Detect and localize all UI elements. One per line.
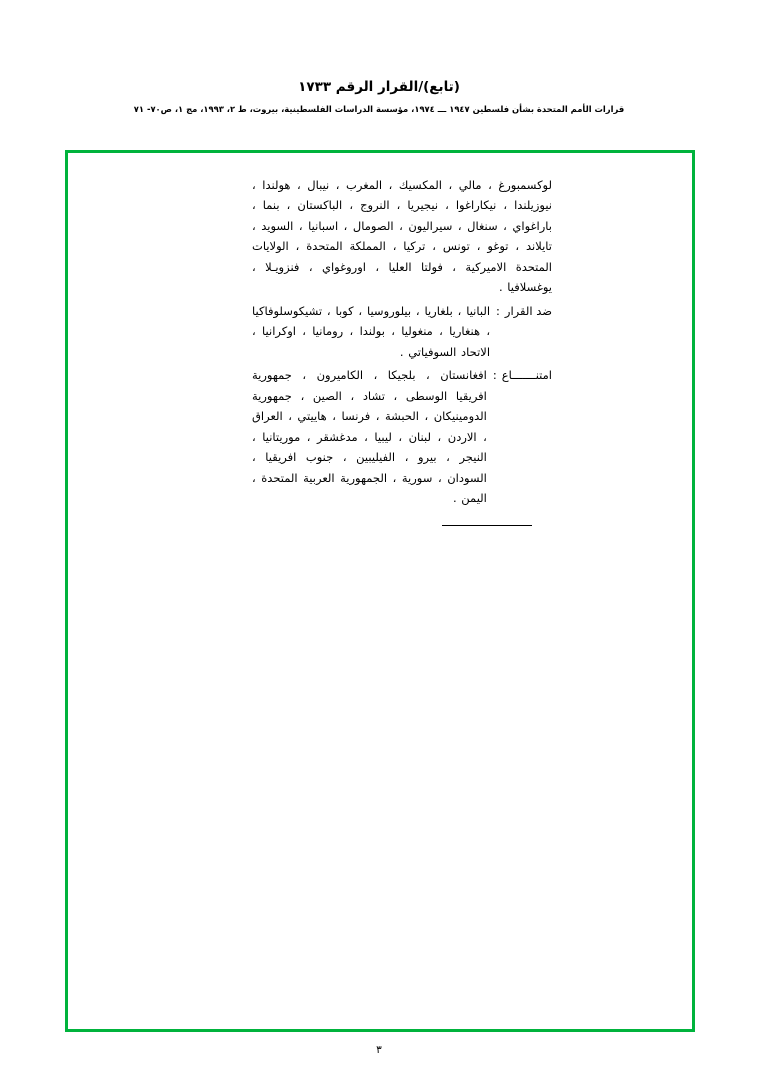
abstained-colon: : [492,368,497,383]
continued-country-list: لوكسمبورغ ، مالي ، المكسيك ، المغرب ، نيبال ، هولندا ، نيوزيلندا ، نيكاراغوا ، نيجيريا ، النروج ، الباكستان ، بنما ، باراغواي ، سنغال ، سيراليون ، الصومال ، اسبانيا ، السويد ، تايلاند ، توغو ، تونس ، تركيا ، المملكة المتحدة ، الولايات المتحدة الاميركية ، فولتا العليا ، اوروغواي ، فنزويـلا ، يوغسلافيا . [252,178,552,295]
document-header [0,78,758,114]
page-title: (تابع)/القرار الرقم ١٧٣٣ [298,79,460,95]
source-citation: قرارات الأمم المتحدة بشأن فلسطين ١٩٤٧ ـــ ١٩٧٤، مؤسسة الدراسات الفلسطينية، بيروت، ط ٢، ١٩٩٣، مج ١، ص٧٠- ٧١ [133,103,625,114]
green-border-frame [65,150,695,1032]
page-number: ٣ [376,1044,382,1056]
against-label: ضد القرار [504,303,552,318]
abstained-vote-block [252,365,552,508]
horizontal-rule [442,525,532,526]
abstained-label: امتنـــــــاع [501,368,552,383]
against-country-list: البانيا ، بلغاريا ، بيلوروسيا ، كوبا ، تشيكوسلوفاكيا ، هنغاريا ، منغوليا ، بولندا ، رومانيا ، اوكرانيا ، الاتحاد السوفياتي . [252,303,491,359]
document-body [252,175,552,530]
abstained-country-list: افغانستان ، بلجيكا ، الكاميرون ، جمهورية افريقيا الوسطى ، تشاد ، الصين ، جمهورية الدومينيكان ، الحبشة ، فرنسا ، هاييتي ، العراق ، الاردن ، لبنان ، ليبيا ، مدغشقر ، موريتانيا ، النيجر ، بيرو ، الفيليبين ، جنوب افريقيا ، السودان ، سورية ، الجمهورية العربية المتحدة ، اليمن . [252,368,487,506]
section-divider [252,511,552,530]
against-vote-block [252,301,552,362]
against-colon: : [496,303,500,318]
